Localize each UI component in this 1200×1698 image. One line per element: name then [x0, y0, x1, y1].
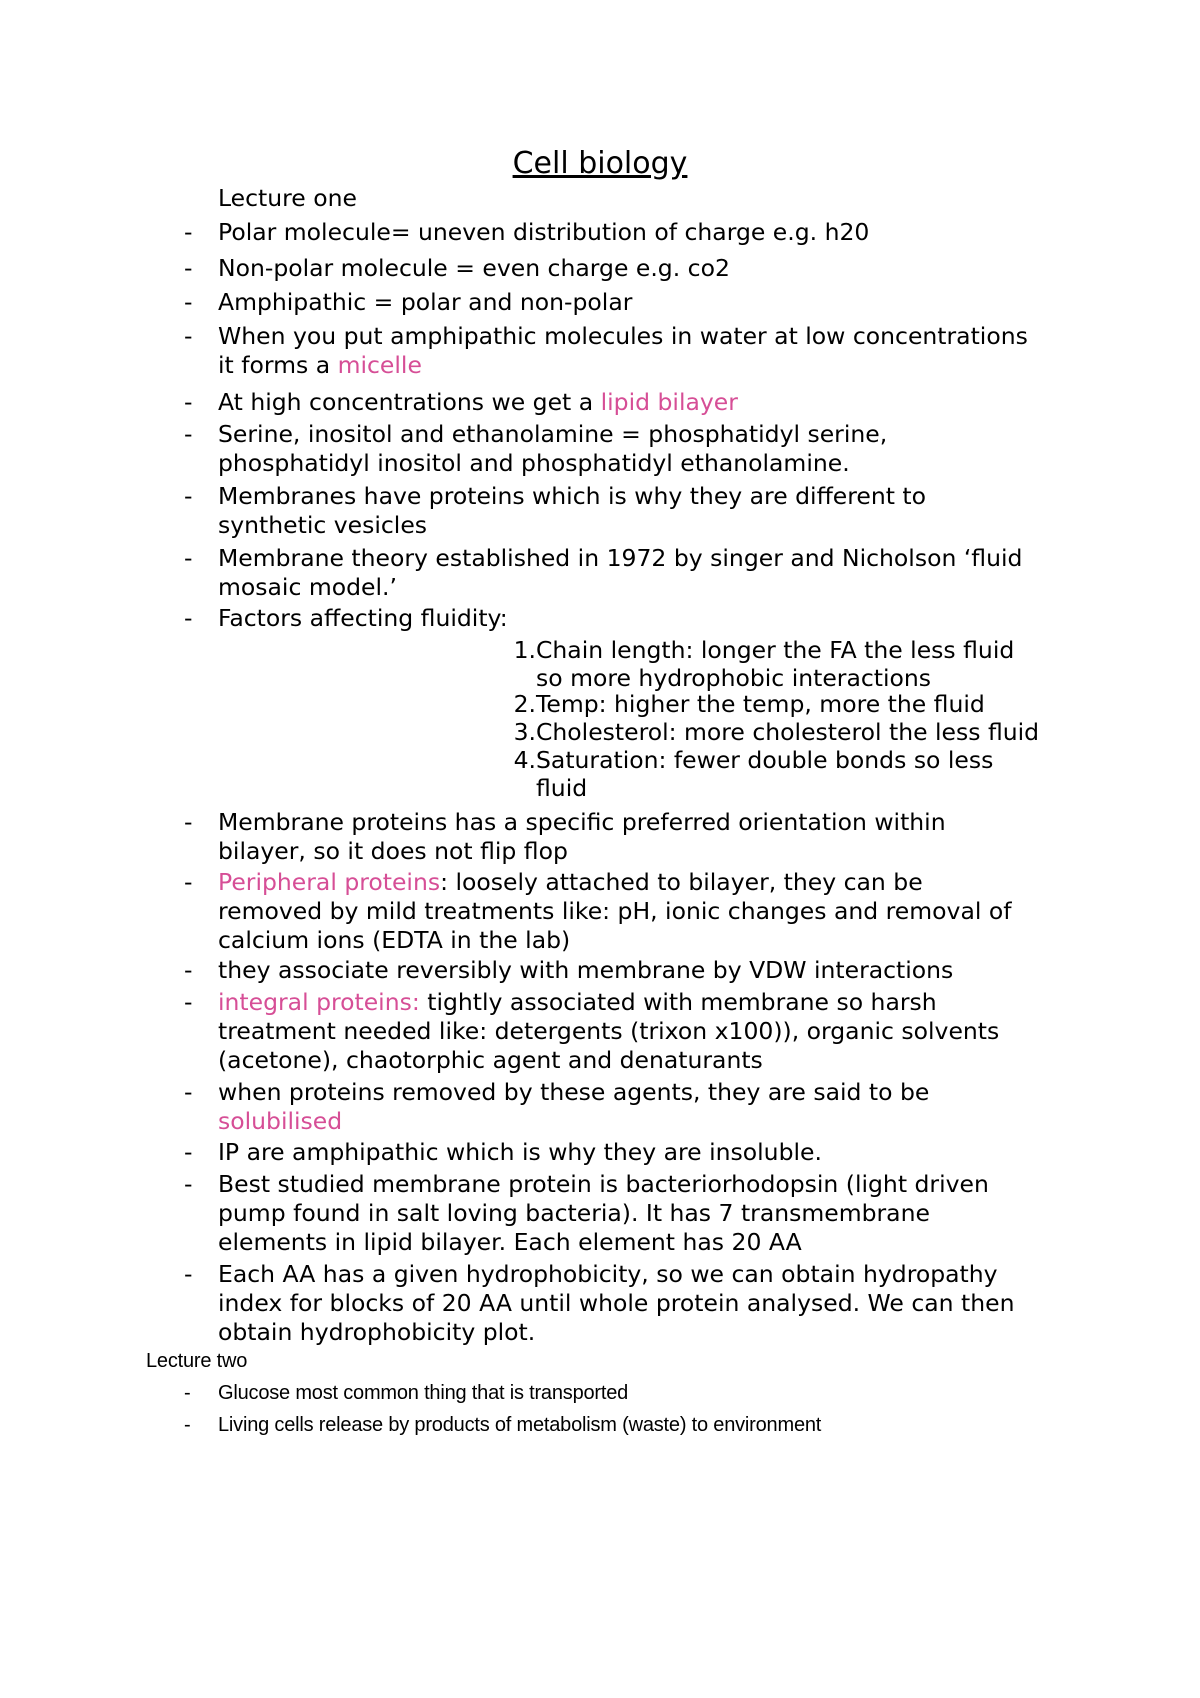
bullet-dash — [184, 322, 192, 351]
bullet-dash — [184, 604, 192, 633]
bullet-dash — [184, 218, 192, 247]
highlighted-term: lipid bilayer — [600, 388, 738, 416]
bullet-dash — [184, 1412, 191, 1438]
highlighted-term: Peripheral proteins — [218, 868, 441, 896]
bullet-dash — [184, 482, 192, 511]
bullet-dash — [184, 1380, 191, 1406]
bullet-text: treatment needed like: detergents (trixon x100)), organic solvents — [218, 1017, 1000, 1045]
bullet-line — [218, 1289, 1078, 1318]
bullet-text: Membrane theory established in 1972 by singer and Nicholson ‘fluid — [218, 544, 1023, 572]
bullet-text: (acetone), chaotorphic agent and denaturants — [218, 1046, 763, 1074]
bullet-line: Living cells release by products of metabolism (waste) to environment — [218, 1414, 822, 1436]
bullet-line — [218, 288, 1078, 317]
bullet-dash — [184, 1078, 192, 1107]
list-number: 4. — [513, 746, 536, 774]
bullet-text: Amphipathic = polar and non-polar — [218, 288, 633, 316]
bullet-dash — [184, 388, 192, 417]
bullet-line — [218, 449, 1078, 478]
bullet-dash — [184, 868, 192, 897]
bullet-text: IP are amphipathic which is why they are insoluble. — [218, 1138, 822, 1166]
bullet-line — [218, 1318, 1078, 1347]
bullet-dash — [184, 808, 192, 837]
list-item-text: Chain length: longer the FA the less fluid — [536, 636, 1015, 664]
bullet-line — [218, 573, 1078, 602]
bullet-line — [218, 482, 1078, 511]
bullet-text: when proteins removed by these agents, they are said to be — [218, 1078, 930, 1106]
bullet-text: : loosely attached to bilayer, they can be — [440, 868, 923, 896]
bullet-line — [218, 1046, 1078, 1075]
bullet-text: calcium ions (EDTA in the lab) — [218, 926, 571, 954]
list-item-text: so more hydrophobic interactions — [536, 664, 932, 692]
list-item-text: Saturation: fewer double bonds so less — [536, 746, 994, 774]
highlighted-term: micelle — [337, 351, 422, 379]
bullet-dash — [184, 1170, 192, 1199]
page-title: Cell biology — [512, 146, 688, 181]
bullet-text: removed by mild treatments like: pH, ionic changes and removal of — [218, 897, 1012, 925]
bullet-line — [218, 1107, 1078, 1136]
bullet-text: Serine, inositol and ethanolamine = phosphatidyl serine, — [218, 420, 888, 448]
bullet-line — [218, 1170, 1078, 1199]
bullet-text: Each AA has a given hydrophobicity, so we can obtain hydropathy — [218, 1260, 998, 1288]
bullet-dash — [184, 254, 192, 283]
list-number: 3. — [513, 718, 536, 746]
bullet-line — [218, 988, 1078, 1017]
bullet-line — [218, 544, 1078, 573]
bullet-dash — [184, 544, 192, 573]
bullet-line — [218, 1199, 1078, 1228]
bullet-line — [218, 388, 1078, 417]
bullet-dash — [184, 1138, 192, 1167]
list-item-text: Cholesterol: more cholesterol the less fluid — [536, 718, 1040, 746]
list-number: 1. — [513, 636, 536, 664]
bullet-text: bilayer, so it does not flip flop — [218, 837, 568, 865]
list-item-text: Temp: higher the temp, more the fluid — [536, 690, 985, 718]
bullet-text: Polar molecule= uneven distribution of charge e.g. h20 — [218, 218, 870, 246]
bullet-text: index for blocks of 20 AA until whole protein analysed. We can then — [218, 1289, 1015, 1317]
bullet-dash — [184, 1260, 192, 1289]
bullet-line — [218, 1078, 1078, 1107]
bullet-text: tightly associated with membrane so harsh — [419, 988, 937, 1016]
bullet-text: pump found in salt loving bacteria). It has 7 transmembrane — [218, 1199, 930, 1227]
bullet-line — [218, 604, 1078, 633]
highlighted-term: solubilised — [218, 1107, 343, 1135]
bullet-text: When you put amphipathic molecules in water at low concentrations — [218, 322, 1028, 350]
bullet-dash — [184, 420, 192, 449]
bullet-text: it forms a — [218, 351, 338, 379]
bullet-text: Best studied membrane protein is bacteriorhodopsin (light driven — [218, 1170, 989, 1198]
list-item-text: fluid — [536, 774, 588, 802]
bullet-line — [218, 926, 1078, 955]
bullet-text: they associate reversibly with membrane by VDW interactions — [218, 956, 954, 984]
bullet-line — [218, 956, 1078, 985]
bullet-line — [218, 1017, 1078, 1046]
bullet-dash — [184, 288, 192, 317]
lecture-two-heading: Lecture two — [146, 1350, 248, 1372]
bullet-line — [218, 808, 1078, 837]
bullet-line — [218, 351, 1078, 380]
bullet-text: Non-polar molecule = even charge e.g. co2 — [218, 254, 730, 282]
bullet-line: Glucose most common thing that is transported — [218, 1382, 629, 1404]
bullet-line — [218, 254, 1078, 283]
bullet-text: At high concentrations we get a — [218, 388, 601, 416]
bullet-text: Factors affecting fluidity: — [218, 604, 508, 632]
bullet-line — [218, 897, 1078, 926]
bullet-line — [218, 322, 1078, 351]
bullet-line — [218, 1138, 1078, 1167]
bullet-line — [218, 420, 1078, 449]
bullet-text: Membranes have proteins which is why they are different to — [218, 482, 926, 510]
highlighted-term: integral proteins: — [218, 988, 420, 1016]
bullet-line — [218, 511, 1078, 540]
bullet-line — [218, 1260, 1078, 1289]
bullet-dash — [184, 988, 192, 1017]
bullet-line — [218, 837, 1078, 866]
bullet-text: phosphatidyl inositol and phosphatidyl ethanolamine. — [218, 449, 850, 477]
bullet-text: obtain hydrophobicity plot. — [218, 1318, 536, 1346]
lecture-one-heading: Lecture one — [218, 184, 357, 212]
list-number: 2. — [513, 690, 536, 718]
bullet-text: mosaic model.’ — [218, 573, 397, 601]
bullet-text: elements in lipid bilayer. Each element has 20 AA — [218, 1228, 802, 1256]
bullet-text: synthetic vesicles — [218, 511, 428, 539]
bullet-line — [218, 868, 1078, 897]
bullet-text: Membrane proteins has a specific preferred orientation within — [218, 808, 946, 836]
bullet-dash — [184, 956, 192, 985]
bullet-line — [218, 218, 1078, 247]
bullet-line — [218, 1228, 1078, 1257]
